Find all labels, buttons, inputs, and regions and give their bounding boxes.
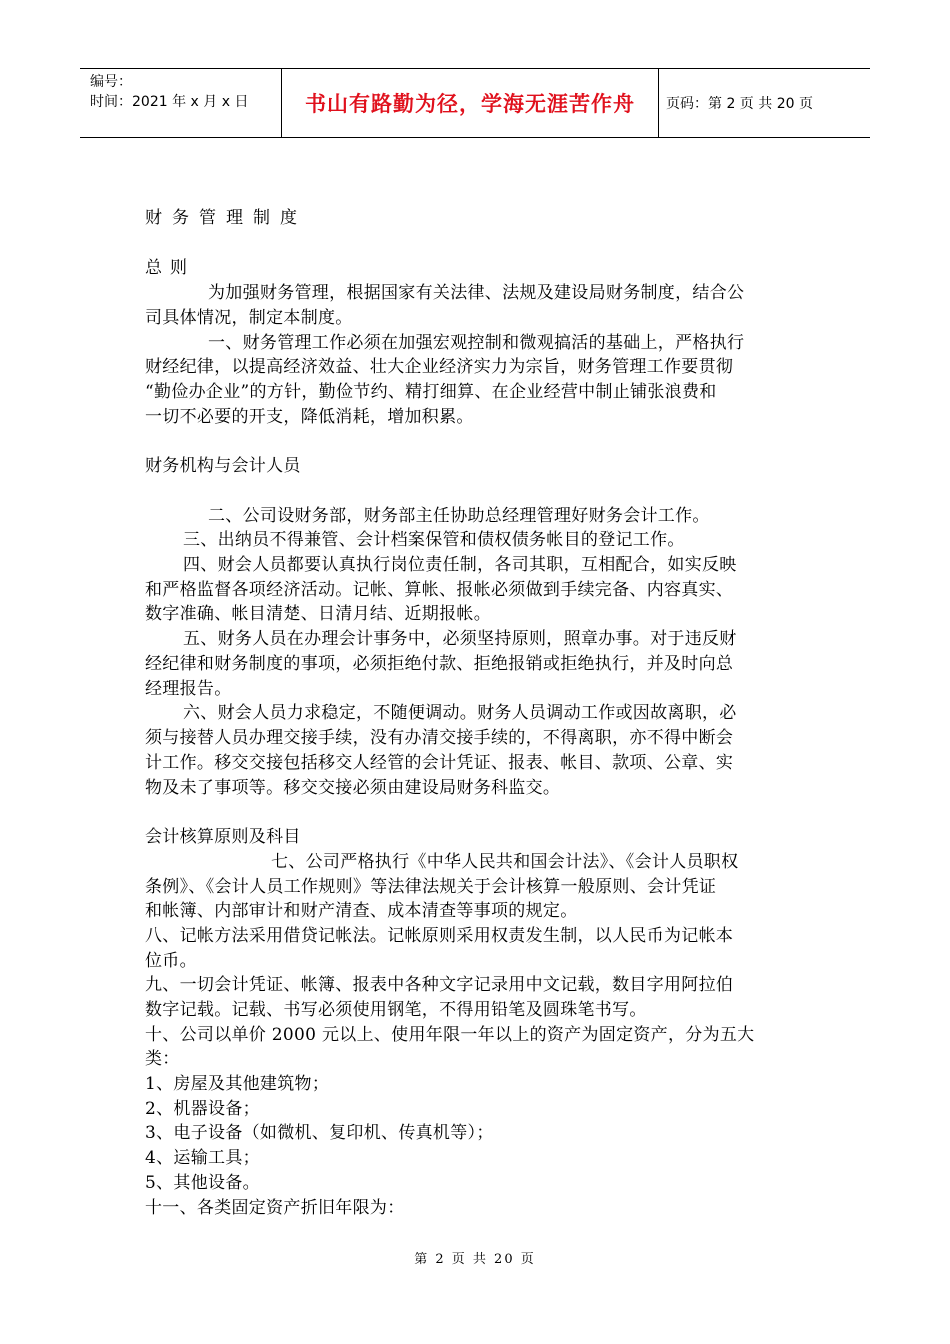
paragraph-line: 财经纪律，以提高经济效益、壮大企业经济实力为宗旨，财务管理工作要贯彻 [145, 357, 734, 377]
section-heading-finance-org: 财务机构与会计人员 [145, 456, 301, 476]
paragraph-line: 十一、各类固定资产折旧年限为： [145, 1198, 405, 1218]
paragraph-line: 十、公司以单价 2000 元以上、使用年限一年以上的资产为固定资产，分为五大 [145, 1025, 755, 1045]
section-heading-accounting: 会计核算原则及科目 [145, 827, 301, 847]
paragraph-line: 四、财会人员都要认真执行岗位责任制，各司其职，互相配合，如实反映 [183, 555, 737, 575]
paragraph-line: 九、一切会计凭证、帐簿、报表中各种文字记录用中文记载，数目字用阿拉伯 [145, 975, 734, 995]
paragraph-line: 计工作。移交交接包括移交人经管的会计凭证、报表、帐目、款项、公章、实 [145, 753, 734, 773]
paragraph-line: 和帐簿、内部审计和财产清查、成本清查等事项的规定。 [145, 901, 578, 921]
paragraph-line: 三、出纳员不得兼管、会计档案保管和债权债务帐目的登记工作。 [183, 530, 685, 550]
header-page-number: 页码：第 2 页 共 20 页 [666, 96, 813, 112]
page-header [80, 68, 870, 138]
page-footer: 第 2 页 共 20 页 [414, 1252, 536, 1267]
paragraph-line: 经纪律和财务制度的事项，必须拒绝付款、拒绝报销或拒绝执行，并及时向总 [145, 654, 734, 674]
document-title: 财务管理制度 [145, 208, 307, 228]
paragraph-line: 经理报告。 [145, 679, 232, 699]
doc-number-label: 编号： [90, 74, 132, 90]
paragraph-line: 数字准确、帐目清楚、日清月结、近期报帐。 [145, 604, 491, 624]
paragraph-line: 七、公司严格执行《中华人民共和国会计法》、《会计人员职权 [271, 852, 739, 872]
section-heading-general: 总则 [145, 258, 195, 278]
doc-date: 时间：2021 年 x 月 x 日 [90, 94, 249, 110]
paragraph-line: 须与接替人员办理交接手续，没有办清交接手续的，不得离职，亦不得中断会 [145, 728, 734, 748]
paragraph-line: 类： [145, 1049, 180, 1069]
header-motto: 书山有路勤为径，学海无涯苦作舟 [281, 69, 659, 137]
paragraph-line: 一、财务管理工作必须在加强宏观控制和微观搞活的基础上，严格执行 [208, 333, 745, 353]
paragraph-line: “勤俭办企业”的方针，勤俭节约、精打细算、在企业经营中制止铺张浪费和 [145, 382, 717, 402]
paragraph-line: 五、财务人员在办理会计事务中，必须坚持原则，照章办事。对于违反财 [183, 629, 737, 649]
paragraph-line: 数字记载。记载、书写必须使用钢笔，不得用铅笔及圆珠笔书写。 [145, 1000, 647, 1020]
header-meta [90, 72, 248, 112]
paragraph-line: 六、财会人员力求稳定，不随便调动。财务人员调动工作或因故离职，必 [183, 703, 737, 723]
list-item: 5、其他设备。 [145, 1173, 260, 1193]
list-item: 1、房屋及其他建筑物； [145, 1074, 330, 1094]
paragraph-line: 和严格监督各项经济活动。记帐、算帐、报帐必须做到手续完备、内容真实、 [145, 580, 734, 600]
list-item: 2、机器设备； [145, 1099, 260, 1119]
paragraph-line: 条例》、《会计人员工作规则》等法律法规关于会计核算一般原则、会计凭证 [145, 877, 717, 897]
paragraph-line: 位币。 [145, 951, 197, 971]
paragraph-line: 司具体情况，制定本制度。 [145, 308, 353, 328]
paragraph-line: 物及未了事项等。移交交接必须由建设局财务科监交。 [145, 778, 561, 798]
paragraph-line: 一切不必要的开支，降低消耗，增加积累。 [145, 407, 474, 427]
paragraph-line: 八、记帐方法采用借贷记帐法。记帐原则采用权责发生制，以人民币为记帐本 [145, 926, 734, 946]
list-item: 3、电子设备（如微机、复印机、传真机等）； [145, 1123, 494, 1143]
paragraph-line: 二、公司设财务部，财务部主任协助总经理管理好财务会计工作。 [208, 506, 710, 526]
list-item: 4、运输工具； [145, 1148, 260, 1168]
paragraph-line: 为加强财务管理，根据国家有关法律、法规及建设局财务制度，结合公 [208, 283, 745, 303]
